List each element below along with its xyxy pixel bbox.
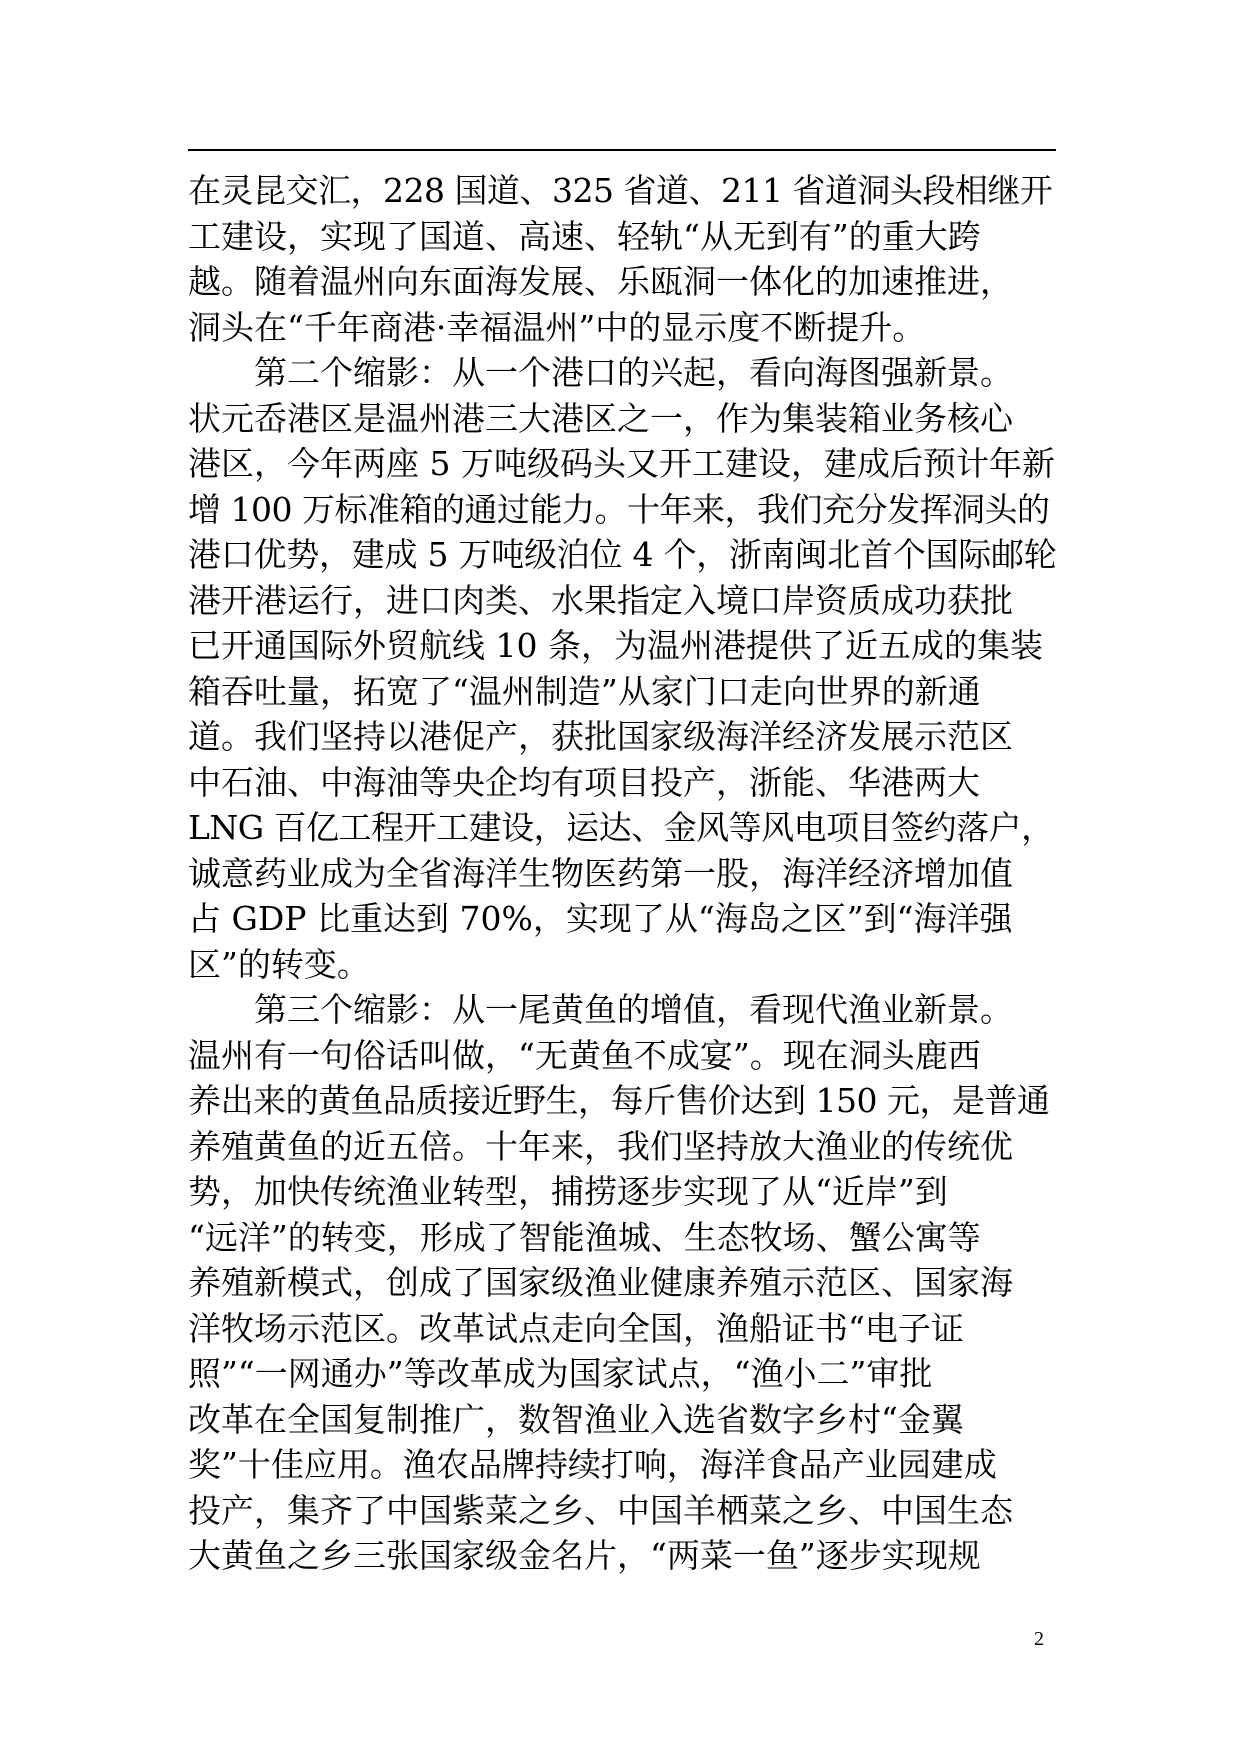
text-line: 已开通国际外贸航线 10 条，为温州港提供了近五成的集装: [188, 626, 1043, 665]
section-heading-line: 第三个缩影：从一尾黄鱼的增值，看现代渔业新景。: [254, 990, 1013, 1029]
text-line: 照”“一网通办”等改革成为国家试点，“渔小二”审批: [188, 1354, 933, 1393]
body-text: [188, 168, 1056, 1579]
text-line: 越。随着温州向东面海发展、乐瓯洞一体化的加速推进，: [188, 262, 1013, 301]
text-line: 区”的转变。: [188, 944, 370, 984]
text-line: 增 100 万标准箱的通过能力。十年来，我们充分发挥洞头的: [188, 489, 1050, 529]
text-line: 大黄鱼之乡三张国家级金名片，“两菜一鱼”逐步实现规: [188, 1536, 981, 1575]
text-line: 养出来的黄鱼品质接近野生，每斤售价达到 150 元，是普通: [188, 1081, 1050, 1120]
text-line: 港口优势，建成 5 万吨级泊位 4 个，浙南闽北首个国际邮轮: [188, 535, 1057, 574]
page-number: 2: [1034, 1628, 1044, 1650]
text-line: 温州有一句俗话叫做，“无黄鱼不成宴”。现在洞头鹿西: [188, 1035, 981, 1075]
text-line: 港开港运行，进口肉类、水果指定入境口岸资质成功获批: [188, 580, 1013, 620]
text-line: 投产，集齐了中国紫菜之乡、中国羊栖菜之乡、中国生态: [188, 1490, 1013, 1530]
text-line: 状元岙港区是温州港三大港区之一，作为集装箱业务核心: [188, 398, 1013, 438]
text-line: 道。我们坚持以港促产，获批国家级海洋经济发展示范区: [188, 717, 1013, 756]
text-line: 在灵昆交汇，228 国道、325 省道、211 省道洞头段相继开: [188, 171, 1053, 210]
text-line: 诚意药业成为全省海洋生物医药第一股，海洋经济增加值: [188, 853, 1013, 893]
text-line: 中石油、中海油等央企均有项目投产，浙能、华港两大: [188, 762, 980, 802]
text-line: 奖”十佳应用。渔农品牌持续打响，海洋食品产业园建成: [188, 1445, 997, 1484]
text-line: LNG 百亿工程开工建设，运达、金风等风电项目签约落户，: [188, 808, 1054, 847]
text-line: 工建设，实现了国道、高速、轻轨“从无到有”的重大跨: [188, 216, 981, 256]
text-line: 港区，今年两座 5 万吨级码头又开工建设，建成后预计年新: [188, 444, 1055, 483]
text-line: 箱吞吐量，拓宽了“温州制造”从家门口走向世界的新通: [188, 671, 981, 711]
text-line: 养殖黄鱼的近五倍。十年来，我们坚持放大渔业的传统优: [188, 1126, 1013, 1166]
text-line: 洞头在“千年商港·幸福温州”中的显示度不断提升。: [188, 307, 926, 347]
text-line: 势，加快传统渔业转型，捕捞逐步实现了从“近岸”到: [188, 1172, 948, 1211]
header-rule: [188, 149, 1056, 151]
text-line: “远洋”的转变，形成了智能渔城、生态牧场、蟹公寓等: [188, 1217, 981, 1257]
text-line: 占 GDP 比重达到 70%，实现了从“海岛之区”到“海洋强: [188, 899, 1013, 938]
text-line: 改革在全国复制推广，数智渔业入选省数字乡村“金翼: [188, 1399, 964, 1439]
text-line: 洋牧场示范区。改革试点走向全国，渔船证书“电子证: [188, 1308, 964, 1348]
section-heading-line: 第二个缩影：从一个港口的兴起，看向海图强新景。: [254, 353, 1013, 392]
text-line: 养殖新模式，创成了国家级渔业健康养殖示范区、国家海: [188, 1263, 1013, 1302]
